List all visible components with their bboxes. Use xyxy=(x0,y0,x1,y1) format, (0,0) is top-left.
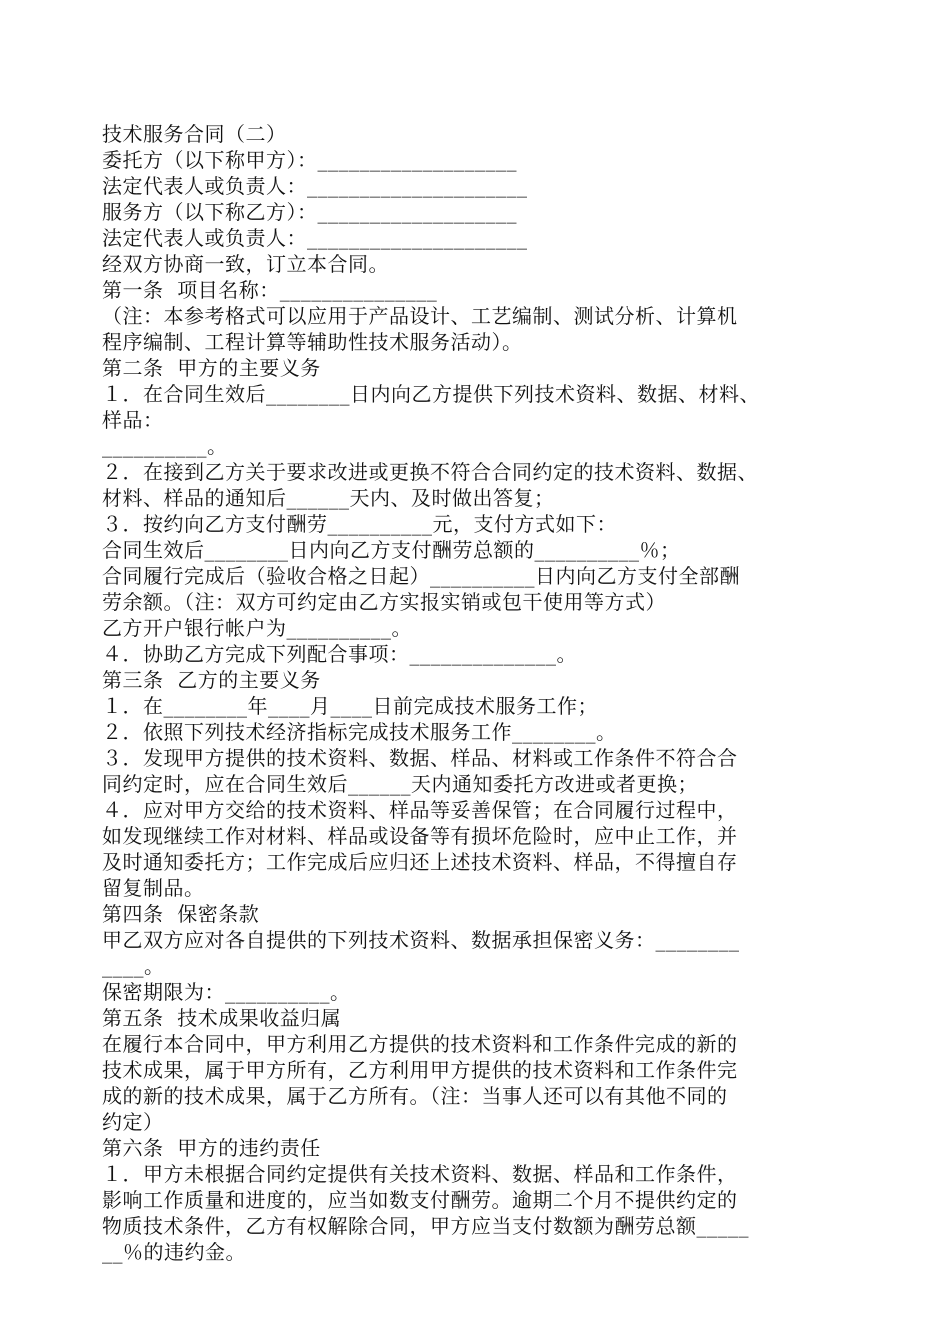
clause-line: 合同履行完成后（验收合格之日起）__________日内向乙方支付全部酬 xyxy=(102,564,740,588)
clause-line: 及时通知委托方；工作完成后应归还上述技术资料、样品，不得擅自存 xyxy=(102,850,738,874)
article-5-heading: 第五条 技术成果收益归属 xyxy=(102,1006,342,1030)
article-3-heading: 第三条 乙方的主要义务 xyxy=(102,668,321,692)
clause-line: １．在________年____月____日前完成技术服务工作； xyxy=(102,694,598,718)
note-line: （注：本参考格式可以应用于产品设计、工艺编制、测试分析、计算机 xyxy=(102,304,738,328)
clause-line: __％的违约金。 xyxy=(102,1240,246,1264)
clause-line: ４．协助乙方完成下列配合事项：______________。 xyxy=(102,642,577,666)
clause-line: 材料、样品的通知后______天内、及时做出答复； xyxy=(102,486,555,510)
clause-line: 同约定时，应在合同生效后______天内通知委托方改进或者更换； xyxy=(102,772,698,796)
clause-line: 约定） xyxy=(102,1110,164,1134)
note-line: 程序编制、工程计算等辅助性技术服务活动）。 xyxy=(102,330,523,354)
clause-line: 合同生效后________日内向乙方支付酬劳总额的__________％； xyxy=(102,538,681,562)
party-b-field: 服务方（以下称乙方）：___________________ xyxy=(102,200,517,224)
clause-line: 甲乙双方应对各自提供的下列技术资料、数据承担保密义务：________ xyxy=(102,928,740,952)
clause-line: 样品： xyxy=(102,408,164,432)
article-6-heading: 第六条 甲方的违约责任 xyxy=(102,1136,321,1160)
clause-line: 如发现继续工作对材料、样品或设备等有损坏危险时，应中止工作，并 xyxy=(102,824,738,848)
clause-line: ３．按约向乙方支付酬劳__________元，支付方式如下： xyxy=(102,512,617,536)
contract-document xyxy=(102,121,854,1265)
clause-line: 劳余额。（注：双方可约定由乙方实报实销或包干使用等方式） xyxy=(102,590,666,614)
clause-line: 保密期限为：__________。 xyxy=(102,980,351,1004)
clause-line: ２．在接到乙方关于要求改进或更换不符合合同约定的技术资料、数据、 xyxy=(102,460,758,484)
clause-line: __________。 xyxy=(102,434,228,458)
clause-line: ２．依照下列技术经济指标完成技术服务工作________。 xyxy=(102,720,617,744)
clause-line: 成的新的技术成果，属于乙方所有。（注：当事人还可以有其他不同的 xyxy=(102,1084,728,1108)
party-b-representative-field: 法定代表人或负责人：_____________________ xyxy=(102,226,528,250)
clause-line: １．在合同生效后________日内向乙方提供下列技术资料、数据、材料、 xyxy=(102,382,760,406)
article-4-heading: 第四条 保密条款 xyxy=(102,902,260,926)
clause-line: ____。 xyxy=(102,954,165,978)
clause-line: ４．应对甲方交给的技术资料、样品等妥善保管；在合同履行过程中， xyxy=(102,798,738,822)
article-1-heading: 第一条 项目名称：_______________ xyxy=(102,278,438,302)
article-2-heading: 第二条 甲方的主要义务 xyxy=(102,356,321,380)
clause-line: ３．发现甲方提供的技术资料、数据、样品、材料或工作条件不符合合 xyxy=(102,746,738,770)
clause-line: 在履行本合同中，甲方利用乙方提供的技术资料和工作条件完成的新的 xyxy=(102,1032,738,1056)
party-a-representative-field: 法定代表人或负责人：_____________________ xyxy=(102,174,528,198)
party-a-field: 委托方（以下称甲方）：___________________ xyxy=(102,148,517,172)
clause-line: １．甲方未根据合同约定提供有关技术资料、数据、样品和工作条件， xyxy=(102,1162,738,1186)
document-title: 技术服务合同（二） xyxy=(102,122,287,146)
clause-line: 留复制品。 xyxy=(102,876,205,900)
clause-line: 物质技术条件，乙方有权解除合同，甲方应当支付数额为酬劳总额_____ xyxy=(102,1214,749,1238)
clause-line: 影响工作质量和进度的，应当如数支付酬劳。逾期二个月不提供约定的 xyxy=(102,1188,738,1212)
clause-line: 技术成果，属于甲方所有，乙方利用甲方提供的技术资料和工作条件完 xyxy=(102,1058,738,1082)
preamble: 经双方协商一致，订立本合同。 xyxy=(102,252,389,276)
clause-line: 乙方开户银行帐户为__________。 xyxy=(102,616,412,640)
